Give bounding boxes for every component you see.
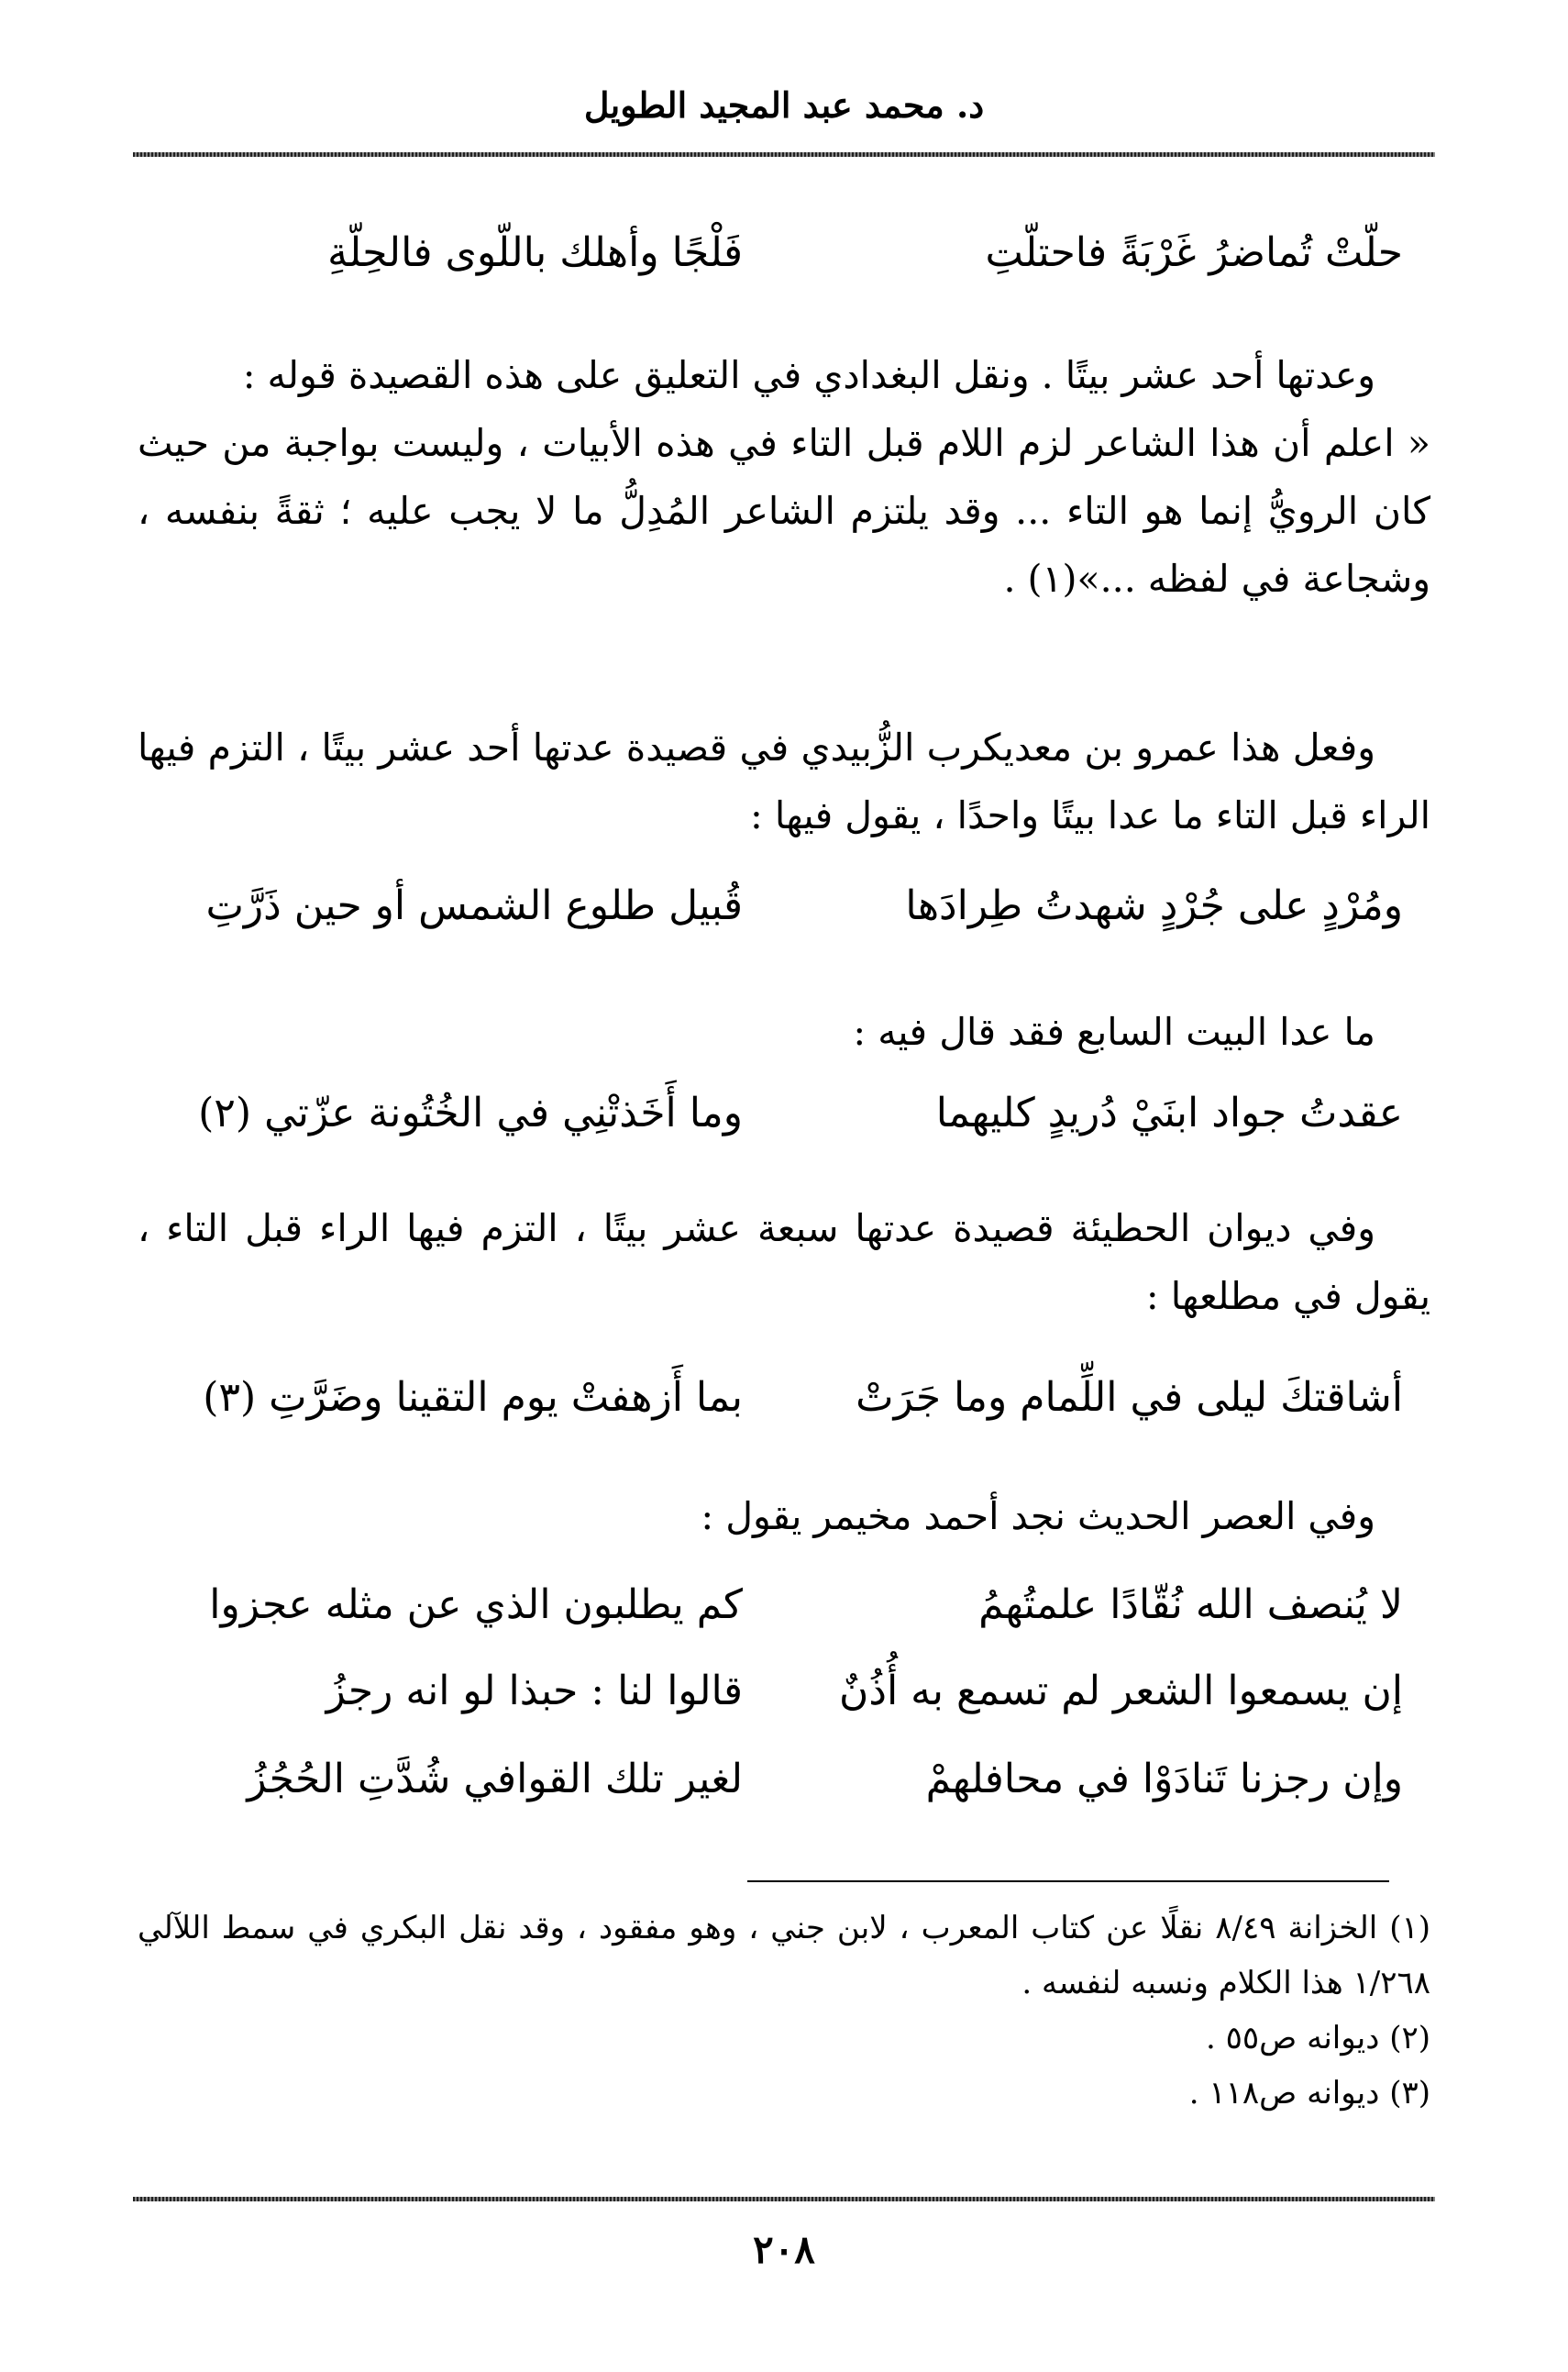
verse-4-hemistich-2: بما أَزهفتْ يوم التقينا وضَرَّتِ (٣): [203, 1374, 743, 1421]
verse-1: [138, 229, 1403, 303]
verse-7: [138, 1756, 1403, 1829]
verse-4-hemistich-1: أشاقتكَ ليلى في اللِّمام وما جَرَتْ: [856, 1374, 1403, 1421]
verse-5-hemistich-2: كم يطلبون الذي عن مثله عجزوا: [209, 1581, 743, 1628]
verse-6: [138, 1668, 1403, 1741]
verse-7-hemistich-2: لغير تلك القوافي شُدَّتِ الحُجُزُ: [247, 1756, 743, 1802]
footnotes: [138, 1901, 1430, 2121]
footnote-separator: [747, 1880, 1389, 1882]
paragraph-4: ما عدا البيت السابع فقد قال فيه :: [853, 1010, 1375, 1054]
verse-3-hemistich-1: عقدتُ جواد ابنَيْ دُريدٍ كليهما: [935, 1090, 1403, 1136]
paragraph-2-quote: « اعلم أن هذا الشاعر لزم اللام قبل التاء في هذه الأبيات ، وليست بواجبة من حيث كان الرويُّ إنما هو التاء ... وقد يلتزم الشاعر المُدِلُّ ما لا يجب عليه ؛ ثقةً بنفسه ، وشجاعة في لفظه ...»(١) .: [138, 421, 1430, 601]
page-number: ٢٠٨: [753, 2227, 815, 2272]
verse-2-hemistich-2: قُبيل طلوع الشمس أو حين ذَرَّتِ: [205, 882, 743, 929]
footer-rule: [133, 2197, 1435, 2201]
paragraph-1: وعدتها أحد عشر بيتًا . ونقل البغدادي في التعليق على هذه القصيدة قوله :: [242, 353, 1375, 397]
paragraph-5: وفي ديوان الحطيئة قصيدة عدتها سبعة عشر بيتًا ، التزم فيها الراء قبل التاء ، يقول في مطلعها :: [138, 1206, 1430, 1318]
verse-4: [138, 1374, 1403, 1447]
verse-6-hemistich-2: قالوا لنا : حبذا لو انه رجزُ: [326, 1668, 743, 1714]
verse-3-hemistich-2: وما أَخَذتْنِي في الخُتُونة عزّتي (٢): [198, 1090, 743, 1136]
footnote-1: (١) الخزانة ٨/٤٩ نقلًا عن كتاب المعرب ، لابن جني ، وهو مفقود ، وقد نقل البكري في سمط اللآلي ١/٢٦٨ هذا الكلام ونسبه لنفسه .: [138, 1910, 1430, 2001]
verse-5-hemistich-1: لا يُنصف الله نُقّادًا علمتُهمُ: [978, 1581, 1403, 1628]
verse-2: [138, 882, 1403, 956]
header-rule: [133, 152, 1435, 157]
verse-6-hemistich-1: إن يسمعوا الشعر لم تسمع به أُذُنٌ: [839, 1668, 1403, 1714]
verse-3: [138, 1090, 1403, 1163]
verse-2-hemistich-1: ومُرْدٍ على جُرْدٍ شهدتُ طِرادَها: [905, 882, 1403, 929]
footnote-2: (٢) ديوانه ص٥٥ .: [1206, 2020, 1430, 2056]
running-title: د. محمد عبد المجيد الطويل: [583, 84, 985, 126]
paragraph-6: وفي العصر الحديث نجد أحمد مخيمر يقول :: [701, 1494, 1375, 1538]
verse-1-hemistich-1: حلّتْ تُماضرُ غَرْبَةً فاحتلّتِ: [985, 229, 1403, 276]
footnote-3: (٣) ديوانه ص١١٨ .: [1188, 2075, 1430, 2112]
verse-5: [138, 1581, 1403, 1655]
verse-1-hemistich-2: فَلْجًا وأهلك باللّوى فالحِلّةِ: [327, 229, 743, 276]
paragraph-3: وفعل هذا عمرو بن معديكرب الزُّبيدي في قصيدة عدتها أحد عشر بيتًا ، التزم فيها الراء قبل التاء ما عدا بيتًا واحدًا ، يقول فيها :: [138, 726, 1430, 837]
verse-7-hemistich-1: وإن رجزنا تَنادَوْا في محافلهمْ: [925, 1756, 1403, 1802]
